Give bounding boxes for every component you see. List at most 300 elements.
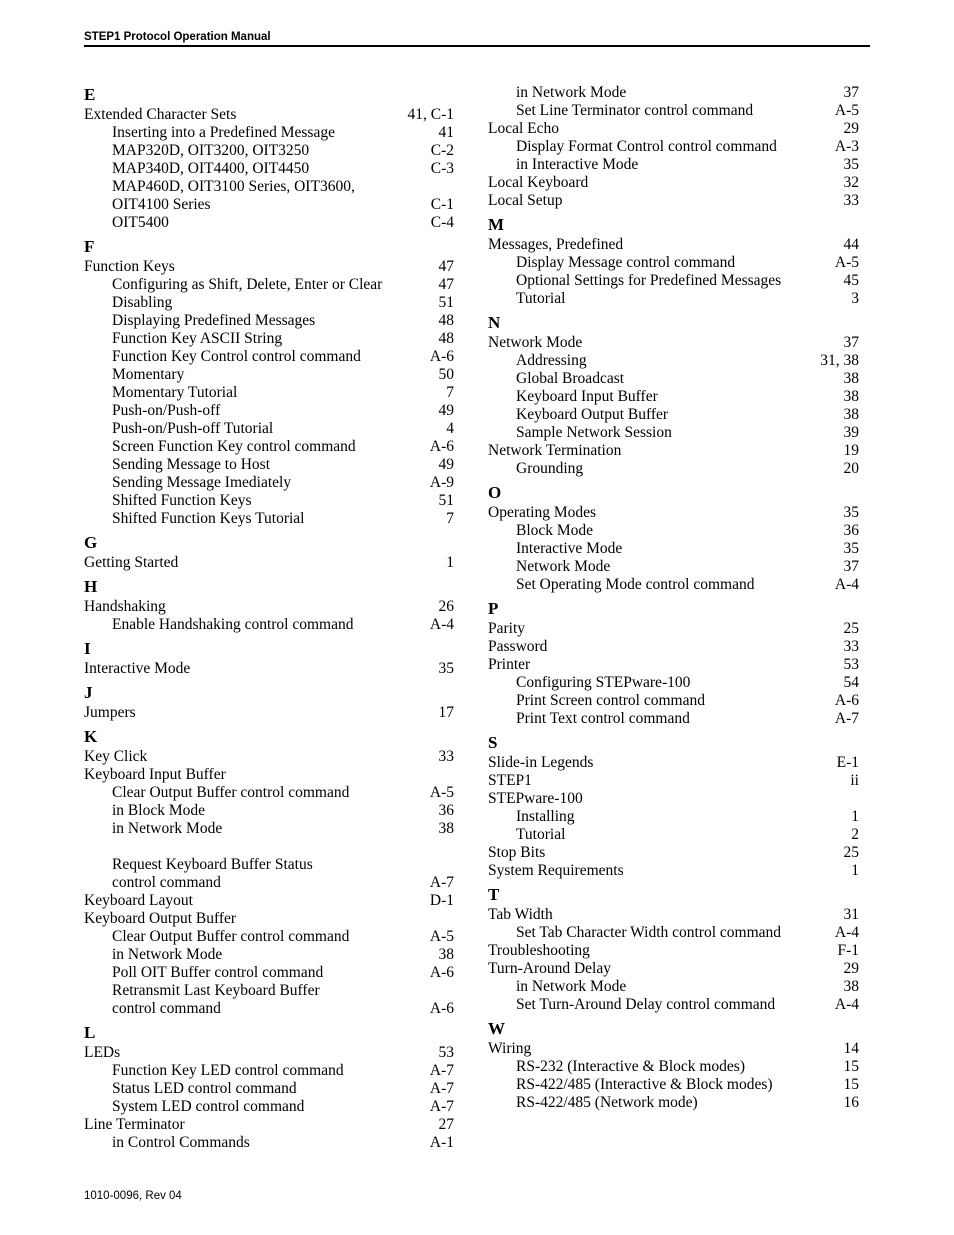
entry-term: STEP1: [488, 772, 532, 789]
entry-term: Slide-in Legends: [488, 754, 594, 771]
entry-term: Enable Handshaking control command: [112, 616, 354, 633]
entry-term: Wiring: [488, 1040, 532, 1057]
entry-page: A-9: [429, 474, 454, 491]
index-subentry: [84, 294, 454, 312]
page-header: STEP1 Protocol Operation Manual: [84, 31, 870, 47]
entry-page: 33: [438, 748, 454, 765]
entry-page: C-3: [430, 160, 454, 177]
entry-term: RS-232 (Interactive & Block modes): [516, 1058, 746, 1075]
section-letter: E: [84, 85, 96, 104]
entry-page: 45: [843, 272, 859, 289]
entry-term: Print Screen control command: [516, 692, 705, 709]
index-subentry: [488, 826, 859, 844]
entry-page: 14: [843, 1040, 859, 1057]
entry-term: Extended Character Sets: [84, 106, 237, 123]
entry-page: 15: [843, 1076, 859, 1093]
index-entry: [488, 906, 859, 924]
index-subentry: [488, 674, 859, 692]
entry-term: Keyboard Input Buffer: [84, 766, 226, 783]
entry-term: Printer: [488, 656, 531, 673]
index-section: [488, 598, 859, 728]
index-subentry: [84, 276, 454, 294]
entry-page: 38: [843, 978, 859, 995]
index-entry: [488, 960, 859, 978]
index-subentry: [84, 802, 454, 820]
entry-page: A-1: [429, 1134, 454, 1151]
entry-page: E-1: [836, 754, 859, 771]
entry-term: Push-on/Push-off: [112, 402, 221, 419]
entry-page: A-7: [429, 1062, 454, 1079]
index-entry: [488, 844, 859, 862]
entry-term: Display Format Control control command: [516, 138, 777, 155]
entry-page: 29: [843, 960, 859, 977]
index-entry: [488, 236, 859, 254]
index-entry: [488, 334, 859, 352]
index-subentry: [84, 474, 454, 492]
index-entry: [488, 942, 859, 960]
entry-term: Function Keys: [84, 258, 175, 275]
index-subentry: [84, 384, 454, 402]
entry-term: in Network Mode: [112, 820, 223, 837]
index-entry: [488, 620, 859, 638]
entry-term: Local Setup: [488, 192, 563, 209]
index-section: [84, 726, 454, 1018]
entry-page: 51: [438, 492, 454, 509]
index-subentry: [488, 388, 859, 406]
entry-page: 48: [438, 312, 454, 329]
index-section: [84, 682, 454, 722]
entry-page: 1: [446, 554, 454, 571]
index-entry: [488, 442, 859, 460]
index-subentry: [84, 196, 454, 214]
entry-page: A-6: [429, 348, 454, 365]
entry-term: Grounding: [516, 460, 584, 477]
entry-term: OIT4100 Series: [112, 196, 211, 213]
index-section: [84, 1022, 454, 1152]
entry-term: Optional Settings for Predefined Messages: [516, 272, 782, 289]
index-subentry: [488, 924, 859, 942]
index-subentry: [84, 1080, 454, 1098]
entry-page: 50: [438, 366, 454, 383]
index-section: [488, 482, 859, 594]
index-subentry: [488, 102, 859, 120]
page-footer: 1010-0096, Rev 04: [84, 1190, 182, 1202]
entry-page: 44: [843, 236, 859, 253]
entry-term: System LED control command: [112, 1098, 305, 1115]
entry-page: 37: [843, 84, 859, 101]
index-subentry: [488, 1076, 859, 1094]
entry-term: Addressing: [516, 352, 587, 369]
index-entry: [84, 1044, 454, 1062]
entry-page: 36: [438, 802, 454, 819]
entry-term: Configuring STEPware-100: [516, 674, 691, 691]
index-section: [84, 576, 454, 634]
entry-term: control command: [112, 874, 221, 891]
entry-term: Messages, Predefined: [488, 236, 624, 253]
section-letter: O: [488, 483, 502, 502]
entry-term: Status LED control command: [112, 1080, 297, 1097]
index-subentry: [488, 1094, 859, 1112]
index-subentry: [488, 352, 859, 370]
index-entry: [488, 638, 859, 656]
index-subentry: [488, 290, 859, 308]
entry-page: 15: [843, 1058, 859, 1075]
index-column-left: [84, 84, 454, 1152]
entry-page: A-3: [834, 138, 859, 155]
section-letter: T: [488, 885, 500, 904]
entry-page: 48: [438, 330, 454, 347]
entry-term: RS-422/485 (Network mode): [516, 1094, 698, 1111]
index-subentry: [488, 370, 859, 388]
entry-term: LEDs: [84, 1044, 121, 1061]
entry-page: A-7: [429, 1080, 454, 1097]
index-subentry: [84, 784, 454, 802]
entry-term: Tutorial: [516, 290, 566, 307]
entry-term: in Network Mode: [516, 978, 627, 995]
entry-page: 35: [843, 504, 859, 521]
section-letter: F: [84, 237, 95, 256]
entry-term: Getting Started: [84, 554, 179, 571]
entry-term: System Requirements: [488, 862, 624, 879]
index-subentry: [488, 84, 859, 102]
entry-term: Clear Output Buffer control command: [112, 928, 350, 945]
entry-term: Function Key Control control command: [112, 348, 361, 365]
entry-page: A-6: [834, 692, 859, 709]
index-entry: [84, 598, 454, 616]
index-subentry: [84, 492, 454, 510]
index-subentry: [488, 406, 859, 424]
entry-page: 41, C-1: [407, 106, 454, 123]
index-subentry: [84, 838, 454, 856]
index-subentry: [84, 330, 454, 348]
entry-page: 20: [843, 460, 859, 477]
entry-page: A-6: [429, 438, 454, 455]
index-subentry: [84, 438, 454, 456]
entry-term: Poll OIT Buffer control command: [112, 964, 324, 981]
entry-term: MAP340D, OIT4400, OIT4450: [112, 160, 310, 177]
entry-page: 32: [843, 174, 859, 191]
entry-term: Network Termination: [488, 442, 622, 459]
entry-page: A-5: [429, 784, 454, 801]
entry-term: Line Terminator: [84, 1116, 185, 1133]
index-subentry: [84, 1062, 454, 1080]
entry-page: 38: [843, 406, 859, 423]
entry-page: 33: [843, 192, 859, 209]
entry-page: 53: [843, 656, 859, 673]
entry-page: A-5: [834, 254, 859, 271]
entry-page: D-1: [429, 892, 454, 909]
index-subentry: [84, 124, 454, 142]
entry-page: 47: [438, 276, 454, 293]
entry-term: RS-422/485 (Interactive & Block modes): [516, 1076, 773, 1093]
index-subentry: [84, 820, 454, 838]
entry-page: 37: [843, 334, 859, 351]
entry-page: 36: [843, 522, 859, 539]
entry-term: control command: [112, 1000, 221, 1017]
index-subentry: [84, 178, 454, 196]
index-subentry: [84, 1134, 454, 1152]
entry-page: 3: [851, 290, 859, 307]
index-subentry: [84, 402, 454, 420]
entry-term: Set Turn-Around Delay control command: [516, 996, 776, 1013]
section-letter: G: [84, 533, 98, 552]
entry-term: Local Echo: [488, 120, 560, 137]
entry-term: Sending Message Imediately: [112, 474, 292, 491]
entry-term: in Control Commands: [112, 1134, 250, 1151]
index-subentry: [84, 510, 454, 528]
entry-page: 38: [843, 388, 859, 405]
index-entry: [84, 258, 454, 276]
entry-term: Interactive Mode: [516, 540, 623, 557]
index-entry: [488, 120, 859, 138]
entry-page: 31: [843, 906, 859, 923]
index-section: [488, 214, 859, 308]
section-letter: J: [84, 683, 93, 702]
index-subentry: [488, 808, 859, 826]
entry-page: F-1: [837, 942, 859, 959]
section-letter: S: [488, 733, 498, 752]
entry-term: Global Broadcast: [516, 370, 625, 387]
index-entry: [488, 192, 859, 210]
entry-page: 37: [843, 558, 859, 575]
index-subentry: [84, 456, 454, 474]
entry-page: 49: [438, 402, 454, 419]
entry-page: 38: [438, 946, 454, 963]
index-section: [84, 84, 454, 232]
entry-term: in Network Mode: [516, 84, 627, 101]
entry-page: 49: [438, 456, 454, 473]
index-entry: [488, 772, 859, 790]
entry-page: A-4: [834, 996, 859, 1013]
index-subentry: [84, 964, 454, 982]
index-section: [84, 638, 454, 678]
index-entry: [488, 862, 859, 880]
index-entry: [488, 790, 859, 808]
index-entry: [84, 910, 454, 928]
index-subentry: [84, 420, 454, 438]
entry-page: 38: [843, 370, 859, 387]
entry-term: Tutorial: [516, 826, 566, 843]
entry-page: A-7: [429, 874, 454, 891]
entry-term: Operating Modes: [488, 504, 597, 521]
entry-term: Stop Bits: [488, 844, 546, 861]
entry-term: OIT5400: [112, 214, 169, 231]
entry-term: Keyboard Input Buffer: [516, 388, 658, 405]
index-subentry: [488, 710, 859, 728]
index-subentry: [488, 558, 859, 576]
entry-page: 7: [446, 384, 454, 401]
index-subentry: [84, 982, 454, 1000]
entry-term: in Interactive Mode: [516, 156, 639, 173]
entry-page: C-1: [430, 196, 454, 213]
entry-term: Set Line Terminator control command: [516, 102, 754, 119]
entry-term: Display Message control command: [516, 254, 736, 271]
entry-term: Retransmit Last Keyboard Buffer: [112, 982, 320, 999]
index-subentry: [488, 272, 859, 290]
index-entry: [84, 106, 454, 124]
entry-term: Screen Function Key control command: [112, 438, 356, 455]
entry-term: Momentary: [112, 366, 185, 383]
entry-page: A-4: [429, 616, 454, 633]
entry-term: in Network Mode: [112, 946, 223, 963]
entry-page: 17: [438, 704, 454, 721]
index-entry: [84, 660, 454, 678]
index-subentry: [488, 1058, 859, 1076]
index-subentry: [488, 692, 859, 710]
entry-term: Function Key ASCII String: [112, 330, 283, 347]
entry-term: Password: [488, 638, 548, 655]
index-subentry: [84, 366, 454, 384]
index-section: [488, 732, 859, 880]
index-subentry: [84, 928, 454, 946]
index-section: [84, 532, 454, 572]
entry-term: Clear Output Buffer control command: [112, 784, 350, 801]
entry-page: 35: [843, 540, 859, 557]
entry-term: Interactive Mode: [84, 660, 191, 677]
entry-page: 38: [438, 820, 454, 837]
entry-term: Function Key LED control command: [112, 1062, 344, 1079]
index-column-right: [488, 84, 859, 1112]
index-entry: [488, 174, 859, 192]
index-section: [488, 312, 859, 478]
entry-page: 1: [851, 862, 859, 879]
index-section: [488, 884, 859, 1014]
index-subentry: [84, 616, 454, 634]
entry-term: Request Keyboard Buffer Status: [112, 856, 313, 873]
entry-term: Shifted Function Keys: [112, 492, 252, 509]
entry-page: A-7: [834, 710, 859, 727]
entry-page: 4: [446, 420, 454, 437]
entry-term: Block Mode: [516, 522, 594, 539]
entry-term: Jumpers: [84, 704, 136, 721]
index-entry: [84, 704, 454, 722]
entry-term: Keyboard Layout: [84, 892, 193, 909]
index-subentry: [488, 254, 859, 272]
index-subentry: [488, 138, 859, 156]
entry-term: Shifted Function Keys Tutorial: [112, 510, 305, 527]
index-subentry: [84, 1098, 454, 1116]
index-subentry: [84, 214, 454, 232]
index-subentry: [488, 576, 859, 594]
entry-page: 27: [438, 1116, 454, 1133]
section-letter: W: [488, 1019, 505, 1038]
entry-term: Momentary Tutorial: [112, 384, 238, 401]
index-subentry: [84, 348, 454, 366]
entry-page: A-4: [834, 576, 859, 593]
entry-term: Network Mode: [488, 334, 583, 351]
entry-page: A-4: [834, 924, 859, 941]
index-entry: [488, 1040, 859, 1058]
entry-term: MAP320D, OIT3200, OIT3250: [112, 142, 310, 159]
entry-page: 47: [438, 258, 454, 275]
index-subentry: [84, 142, 454, 160]
index-section: [84, 236, 454, 528]
entry-term: Print Text control command: [516, 710, 690, 727]
index-entry: [488, 504, 859, 522]
entry-page: 2: [851, 826, 859, 843]
entry-term: Network Mode: [516, 558, 611, 575]
index-entry: [84, 1116, 454, 1134]
entry-page: 26: [438, 598, 454, 615]
entry-term: Sending Message to Host: [112, 456, 271, 473]
entry-term: Inserting into a Predefined Message: [112, 124, 335, 141]
entry-page: 51: [438, 294, 454, 311]
entry-term: Local Keyboard: [488, 174, 589, 191]
index-section: [488, 1018, 859, 1112]
entry-page: 16: [843, 1094, 859, 1111]
index-entry: [84, 892, 454, 910]
entry-term: Set Tab Character Width control command: [516, 924, 782, 941]
index-subentry: [84, 874, 454, 892]
index-subentry: [84, 856, 454, 874]
entry-page: C-4: [430, 214, 454, 231]
entry-page: A-6: [429, 1000, 454, 1017]
index-subentry: [488, 522, 859, 540]
entry-page: 29: [843, 120, 859, 137]
index-entry: [84, 748, 454, 766]
entry-term: Installing: [516, 808, 575, 825]
index-section: [488, 84, 859, 210]
section-letter: P: [488, 599, 499, 618]
entry-page: 25: [843, 844, 859, 861]
entry-term: Parity: [488, 620, 526, 637]
entry-page: 39: [843, 424, 859, 441]
entry-term: MAP460D, OIT3100 Series, OIT3600,: [112, 178, 355, 195]
entry-page: 54: [843, 674, 859, 691]
section-letter: M: [488, 215, 505, 234]
entry-page: 53: [438, 1044, 454, 1061]
entry-term: Handshaking: [84, 598, 166, 615]
entry-page: A-5: [429, 928, 454, 945]
entry-term: in Block Mode: [112, 802, 205, 819]
entry-term: Disabling: [112, 294, 173, 311]
section-letter: H: [84, 577, 98, 596]
entry-page: 7: [446, 510, 454, 527]
index-subentry: [488, 540, 859, 558]
index-subentry: [84, 312, 454, 330]
entry-term: Push-on/Push-off Tutorial: [112, 420, 274, 437]
index-entry: [84, 766, 454, 784]
index-subentry: [488, 996, 859, 1014]
index-entry: [84, 554, 454, 572]
section-letter: L: [84, 1023, 96, 1042]
section-letter: I: [84, 639, 91, 658]
section-letter: N: [488, 313, 501, 332]
entry-page: 19: [843, 442, 859, 459]
entry-page: 25: [843, 620, 859, 637]
index-subentry: [84, 946, 454, 964]
entry-page: 31, 38: [820, 352, 859, 369]
index-subentry: [488, 424, 859, 442]
entry-term: STEPware-100: [488, 790, 583, 807]
entry-term: Tab Width: [488, 906, 553, 923]
index-subentry: [488, 978, 859, 996]
entry-term: Keyboard Output Buffer: [84, 910, 237, 927]
entry-term: Displaying Predefined Messages: [112, 312, 316, 329]
entry-page: 35: [843, 156, 859, 173]
entry-page: A-7: [429, 1098, 454, 1115]
entry-term: Troubleshooting: [488, 942, 590, 959]
entry-page: 33: [843, 638, 859, 655]
entry-term: Configuring as Shift, Delete, Enter or Clear: [112, 276, 383, 293]
entry-term: Turn-Around Delay: [488, 960, 611, 977]
entry-term: Key Click: [84, 748, 148, 765]
entry-page: A-5: [834, 102, 859, 119]
entry-page: 41: [438, 124, 454, 141]
entry-term: Sample Network Session: [516, 424, 672, 441]
entry-page: ii: [850, 772, 859, 789]
entry-page: C-2: [430, 142, 454, 159]
